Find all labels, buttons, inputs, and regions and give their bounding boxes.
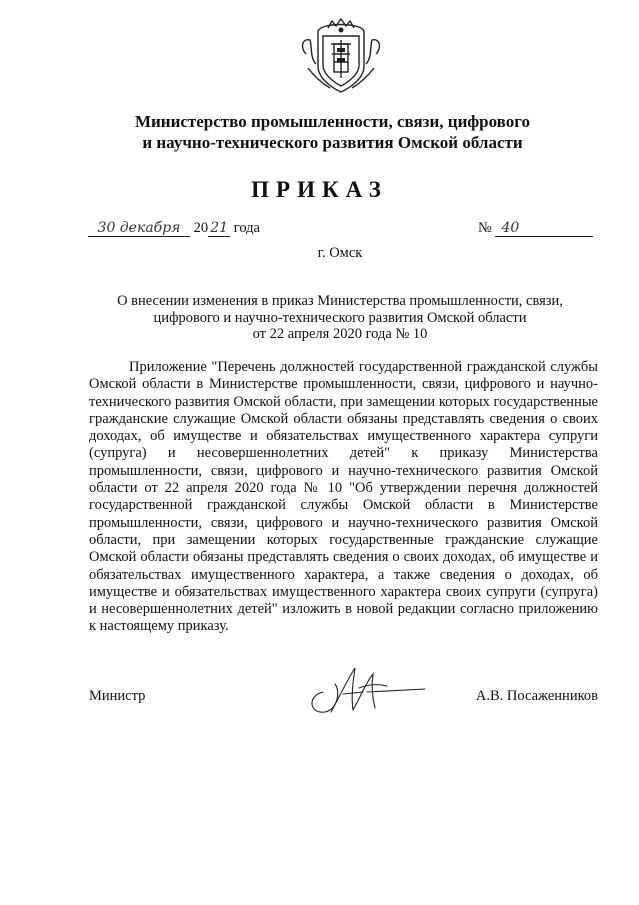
number-value: 40 bbox=[495, 221, 593, 237]
date-year-prefix: 20 bbox=[193, 220, 209, 236]
organization-line-2: и научно-технического развития Омской области bbox=[142, 133, 523, 152]
number-prefix: № bbox=[478, 220, 492, 236]
body-paragraph: Приложение "Перечень должностей государственной гражданской службы Омской области в Министерстве промышленности, связи, цифрового и научно-технического развития Омской области, при замещении которых государственные гражданские служащие Омской области обязаны представлять сведения о своих доходах, об имуществе и обязательствах имущественного характера супруги (супруга) и несовершеннолетних детей" к приказу Министерства промышленности, связи, цифрового и научно-технического развития Омской области от 22 апреля 2020 года № 10 "Об утверждении перечня должностей государственной гражданской службы Омской области в Министерстве промышленности, связи, цифрового и научно-технического развития Омской области, при замещении которых государственные гражданские служащие Омской области обязаны представлять сведения о своих доходах, об имуществе и обязательствах имущественного характера, а также сведения о доходах, об имуществе и обязательствах имущественного характера своих супруги (супруга) и несовершеннолетних детей" изложить в новой редакции согласно приложению к настоящему приказу. bbox=[89, 359, 598, 635]
organization-line-1: Министерство промышленности, связи, цифрового bbox=[134, 112, 531, 131]
document-date bbox=[88, 220, 260, 237]
date-suffix: года bbox=[233, 220, 260, 236]
document-subject bbox=[60, 293, 620, 343]
subject-line-2: цифрового и научно-технического развития Омской области bbox=[153, 309, 527, 326]
date-year-suffix: 21 bbox=[208, 221, 230, 237]
signatory-name: А.В. Посаженников bbox=[475, 688, 598, 704]
date-day-month: 30 декабря bbox=[88, 221, 190, 237]
coat-of-arms-emblem bbox=[296, 18, 386, 96]
subject-line-1: О внесении изменения в приказ Министерства промышленности, связи, bbox=[117, 293, 563, 309]
document-type-title: ПРИКАЗ bbox=[251, 177, 388, 202]
organization-name bbox=[60, 111, 605, 153]
document-city: г. Омск bbox=[317, 245, 363, 261]
handwritten-signature bbox=[303, 662, 428, 722]
signatory-title: Министр bbox=[89, 688, 146, 704]
subject-line-3: от 22 апреля 2020 года № 10 bbox=[252, 326, 428, 342]
document-number bbox=[478, 220, 593, 237]
